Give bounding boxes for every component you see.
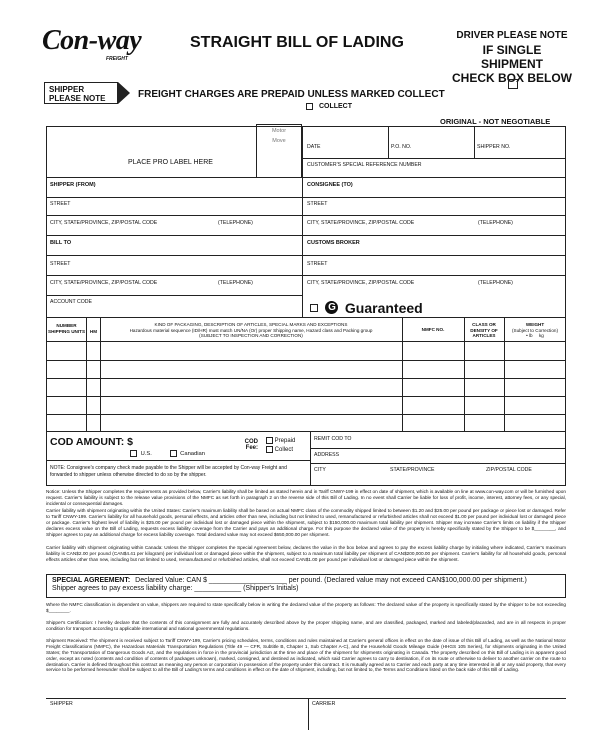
excess-liability-line[interactable]: Shipper agrees to pay excess liability charge: ____________ (Shipper's Initials) — [52, 585, 299, 592]
col-header-description — [102, 322, 400, 339]
remit-city-field[interactable]: CITY — [314, 467, 326, 473]
prepaid-text: FREIGHT CHARGES ARE PREPAID UNLESS MARKED COLLECT — [138, 89, 445, 100]
driver-note-line1: DRIVER PLEASE NOTE — [456, 30, 568, 41]
shipper-street-field[interactable]: STREET — [50, 201, 71, 207]
single-shipment-checkbox[interactable] — [508, 79, 518, 89]
col-header-units: NUMBER SHIPPING UNITS — [48, 323, 86, 334]
motor-move-box[interactable] — [256, 124, 302, 178]
account-code-field[interactable]: ACCOUNT CODE — [50, 299, 92, 305]
remit-address-field[interactable]: ADDRESS — [314, 452, 340, 458]
motor-move-line2: Move — [272, 138, 286, 144]
guaranteed-label: Guaranteed — [344, 299, 423, 316]
billto-city-field[interactable]: CITY, STATE/PROVINCE, ZIP/POSTAL CODE — [50, 280, 158, 286]
weight-line1: WEIGHT — [525, 322, 545, 327]
date-field[interactable]: DATE — [307, 144, 321, 150]
certification-paragraph: Shipper's Certification: I hereby declare that the contents of this consignment are fully and accurately described above by the proper shipping name, and are classified, packaged, marked and labeled/placarded, and are in all respects in proper condition for transport according to applicable international and national governmental regulations. — [46, 620, 566, 631]
canada-liability-paragraph: Carrier liability with shipment originating within Canada: Unless the Shipper completes the Special Agreement below, declares the value in the box below and agrees to pay the excess liability charge by initialing where indicated, Carrier's maximum liability is CAN$2.00 per pound (CAN$4.41 per kilogram) per individual lost or damaged piece within the shipment, subject to a maximum total liability per shipment of CAN$200,000.00 per shipment. Carrier's liability for all household goods, personal effects articles other than new, including but not limited to used, remanufactured or refurbished articles, shall not exceed CAN$1.00 per pound per individual lost or damaged piece within the shipment. — [46, 545, 566, 562]
canadian-checkbox[interactable] — [170, 450, 177, 457]
special-agreement-box[interactable] — [46, 574, 566, 598]
us-liability-paragraph: Carrier liability with shipment originating within the United States: Carrier's maximum liability shall be based on actual NMFC class of the commodity shipped limited to between $1.20 and $25.00 per pound per package or piece lost or damaged. Refer to Tariff CNWY-199. Carrier's liability for all household goods, personal effects, and articles other than new, including but not limited to used, remanufactured or refurbished articles shall not exceed $1.00 per pound per individual lost or damaged piece or package. Carrier's highest level of liability is $25.00 per pound per individual lost or damaged piece within the shipment, subject to $150,000.00 maximum total liability per shipment. Shipper may increase Carrier's limits on liability if the Shipper declares excess value on the Bill of Lading, requests excess liability coverage from the Carrier and pays an additional charge. For this purpose the declared value of the property is hereby specifically stated by the Shipper to be $________, and Shipper agrees to pay an additional charge for excess liability coverage. Total declared value may not exceed $650,000.00 per shipment. — [46, 508, 566, 537]
col-header-nmfc: NMFC NO. — [421, 327, 445, 332]
weight-units: • lb kg — [526, 333, 544, 338]
cod-prepaid-label: Prepaid — [274, 438, 296, 445]
cod-amount-label[interactable]: COD AMOUNT: $ — [50, 436, 134, 448]
desc-line2: Hazardous material sequence (ID/HR) must match UN/NA (Or) proper Shipping name, Hazard class and Packing group — [129, 327, 373, 333]
weight-kg: kg — [539, 333, 544, 338]
nmfc-value-paragraph: Where the NMFC classification is dependent on value, shippers are required to state specifically below in writing the declared value of the property as follows: The declared value of the property is specifically stated by the shipper to be not exceeding $________. — [46, 602, 566, 613]
bill-to-field[interactable]: BILL TO — [50, 240, 72, 246]
collect-label: COLLECT — [318, 103, 353, 111]
col-header-weight — [506, 322, 564, 339]
col-header-hm: HM — [89, 329, 98, 334]
canadian-label: Canadian — [180, 451, 205, 458]
shipper-note-line1: SHIPPER — [49, 85, 85, 94]
carrier-signature-field[interactable]: CARRIER — [312, 701, 336, 707]
logo-text: Con-way — [42, 25, 142, 56]
pro-label-placeholder: PLACE PRO LABEL HERE — [128, 159, 213, 166]
cod-collect-label: Collect — [274, 447, 294, 454]
shipper-from-field[interactable]: SHIPPER (FROM) — [50, 182, 96, 188]
consignee-telephone: (TELEPHONE) — [478, 220, 513, 226]
driver-note-line3: CHECK BOX BELOW — [452, 71, 572, 85]
special-agreement-label: SPECIAL AGREEMENT: — [52, 577, 131, 584]
shipper-telephone: (TELEPHONE) — [218, 220, 253, 226]
driver-note — [452, 30, 572, 85]
broker-street-field[interactable]: STREET — [307, 261, 328, 267]
collect-checkbox[interactable] — [306, 103, 313, 110]
shipment-received-paragraph: Shipment Received: The shipment is received subject to Tariff CNWY-199, Carrier's pricing schedules, terms, conditions and rules maintained at Carrier's general offices in effect on the date of issue of this Bill of Lading, as well as the National Motor Freight Classifications (NMFC), the Hazardous Materials Transportation Regulations (Title 49 — CFR, Subtitle B, Chapter 1, Sub Chapter A-C), and the Household Goods Mileage Guide (HHGS 105 Series), for shipments originating in the United States; the Transportation of Dangerous Goods Act, and the regulations in force in the provincial jurisdiction at the time and place of the shipment for shipments originating in Canada. The property described on this Bill of Lading is in apparent good order, except as noted (contents and condition of contents of packages unknown), marked, consigned, and destined as indicated, which said Carrier agrees to carry to destination, if on its route or otherwise to deliver to another carrier on the route to destination. Carrier is defined throughout this contract as meaning any person or corporation in possession of the property under this contract. It is mutually agreed as to Carrier and each party at any time interested in all or any said property, that every service to be performed hereunder shall be subject to all the Bill of Lading's terms and conditions in effect on the date of shipment, including, but not limited to, the Terms and Conditions listed on the back side of this Bill of Lading. — [46, 638, 566, 673]
customer-ref-field[interactable]: CUSTOMER'S SPECIAL REFERENCE NUMBER — [307, 162, 422, 168]
guaranteed-option[interactable] — [310, 299, 423, 315]
shipper-number-field[interactable]: SHIPPER NO. — [477, 144, 511, 150]
cod-fee-line1: COD — [244, 439, 258, 445]
remit-state-field[interactable]: STATE/PROVINCE — [390, 467, 435, 473]
weight-lb: lb — [529, 333, 533, 338]
driver-note-line2: IF SINGLE SHIPMENT — [480, 43, 543, 71]
broker-city-field[interactable]: CITY, STATE/PROVINCE, ZIP/POSTAL CODE — [307, 280, 415, 286]
us-checkbox[interactable] — [130, 450, 137, 457]
consignee-street-field[interactable]: STREET — [307, 201, 328, 207]
guaranteed-checkbox[interactable] — [310, 304, 318, 312]
pro-section — [46, 126, 566, 178]
conway-logo — [42, 26, 162, 68]
page-title: STRAIGHT BILL OF LADING — [190, 34, 404, 51]
remit-cod-field[interactable]: REMIT COD TO — [314, 436, 352, 442]
signature-row — [46, 698, 566, 730]
billto-street-field[interactable]: STREET — [50, 261, 71, 267]
cod-currency[interactable] — [130, 450, 205, 457]
billto-telephone: (TELEPHONE) — [218, 280, 253, 286]
cod-collect-checkbox[interactable] — [266, 446, 273, 453]
cod-prepaid-checkbox[interactable] — [266, 437, 273, 444]
us-label: U.S. — [140, 451, 152, 458]
guaranteed-g-icon: G — [325, 301, 338, 314]
customs-broker-field[interactable]: CUSTOMS BROKER — [307, 240, 360, 246]
consignee-to-field[interactable]: CONSIGNEE (TO) — [307, 182, 353, 188]
cod-fee — [240, 439, 258, 451]
original-text: ORIGINAL - NOT NEGOTIABLE — [440, 117, 551, 126]
consignee-city-field[interactable]: CITY, STATE/PROVINCE, ZIP/POSTAL CODE — [307, 220, 415, 226]
desc-line1: KIND OF PACKAGING, DESCRIPTION OF ARTICLES, SPECIAL MARKS AND EXCEPTIONS — [154, 322, 348, 327]
cod-note: NOTE: Consignee's company check made payable to the Shipper will be accepted by Con-way Freight and forwarded to shipper unless otherwise directed to do so by the shipper. — [50, 465, 287, 478]
cod-fee-options[interactable] — [266, 437, 295, 455]
declared-value-line[interactable]: Declared Value: CAN $ ____________________ per pound. (Declared value may not exceed CAN$100,000.00 per shipment.) — [135, 577, 527, 584]
shipper-signature-field[interactable]: SHIPPER — [50, 701, 73, 707]
po-number-field[interactable]: P.O. NO. — [391, 144, 412, 150]
logo-sub: FREIGHT — [106, 56, 128, 62]
shipper-note-line2: PLEASE NOTE — [49, 94, 106, 103]
parties-section — [46, 178, 566, 318]
arrow-icon — [118, 82, 130, 104]
collect-option[interactable] — [306, 103, 352, 110]
cod-fee-line2: Fee: — [245, 445, 258, 451]
broker-telephone: (TELEPHONE) — [478, 280, 513, 286]
remit-zip-field[interactable]: ZIP/POSTAL CODE — [486, 467, 532, 473]
desc-line3: (SUBJECT TO INSPECTION AND CORRECTION) — [199, 333, 303, 338]
shipper-city-field[interactable]: CITY, STATE/PROVINCE, ZIP/POSTAL CODE — [50, 220, 158, 226]
col-header-class: CLASS OR DENSITY OF ARTICLES — [470, 322, 498, 338]
shipper-note-badge — [44, 82, 118, 104]
notice-paragraph: Notice: Unless the Shipper completes the requirements as provided below, Carrier's liability shall be limited as stated herein and in Tariff CNWY-199 in effect on date of shipment, which is available on line at www.con-way.com or will be furnished upon request. Carrier's liability is subject to the release value provisions of the NMFC as set forth in paragraph 2 on the reverse side of this Bill of Lading. In no event shall Carrier be liable for loss of profit, income, interest, attorney fees, or any special, incidental or consequential damages. — [46, 489, 566, 506]
weight-line2: (Subject to Correction) — [512, 327, 558, 333]
motor-move-line1: Motor — [271, 128, 287, 134]
